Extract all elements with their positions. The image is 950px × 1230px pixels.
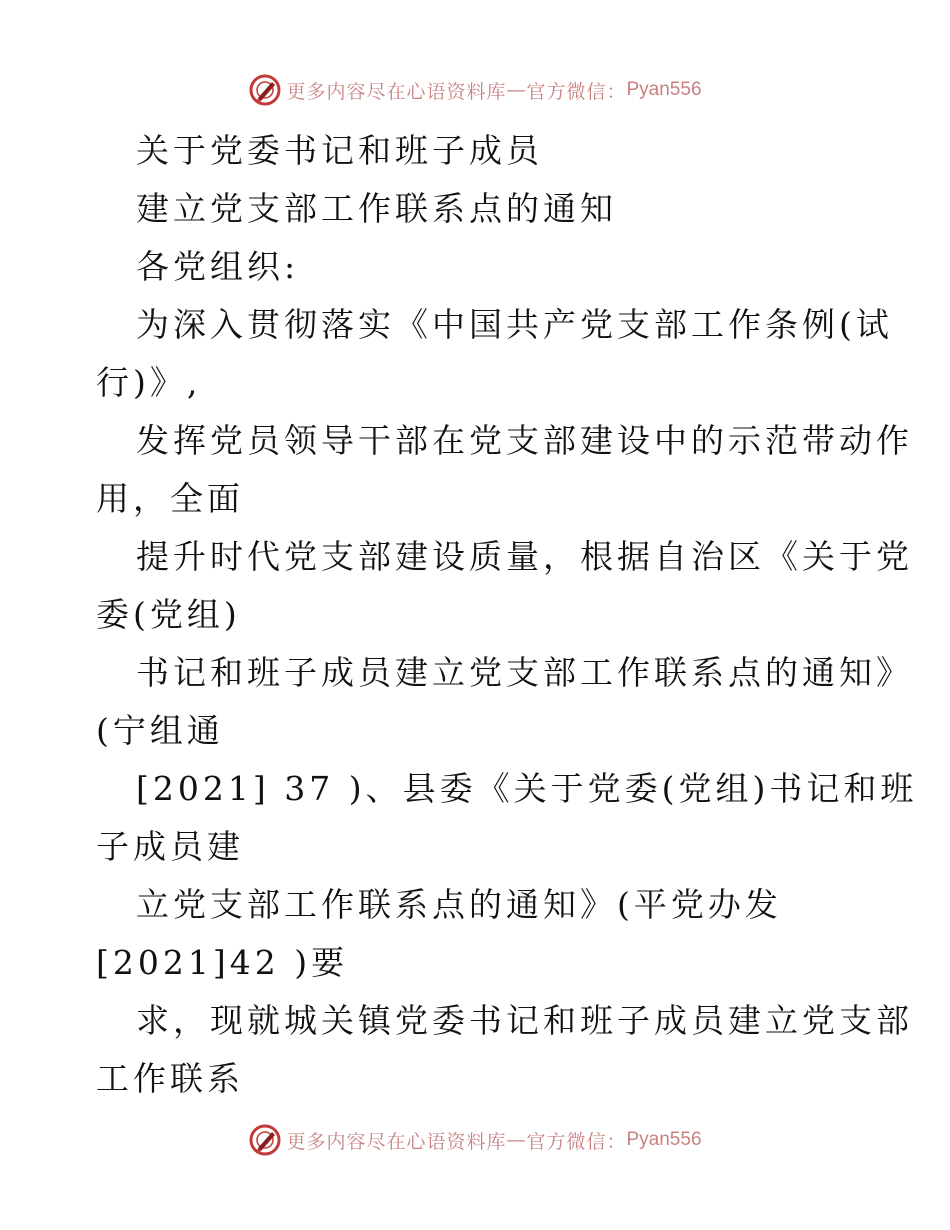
doc-line: 书记和班子成员建立党支部工作联系点的通知》 (136, 653, 913, 692)
doc-line: 求，现就城关镇党委书记和班子成员建立党支部 (136, 1001, 913, 1040)
doc-line: 工作联系 (96, 1059, 244, 1098)
doc-line: 建立党支部工作联系点的通知 (136, 189, 617, 228)
doc-line: 各党组织: (136, 247, 300, 286)
doc-line: 立党支部工作联系点的通知》(平党办发 (136, 885, 782, 924)
doc-line: 子成员建 (96, 827, 244, 866)
doc-line: [2021]42 )要 (96, 943, 349, 982)
pen-logo-icon (248, 1123, 282, 1157)
doc-line: 用，全面 (96, 479, 244, 518)
watermark-site-text: 更多内容尽在心语资料库 (286, 1130, 507, 1153)
doc-line: (宁组通 (96, 711, 224, 750)
pen-logo-icon (248, 73, 282, 107)
doc-line: 为深入贯彻落实《中国共产党支部工作条例(试 (136, 305, 893, 344)
doc-line: 发挥党员领导干部在党支部建设中的示范带动作 (136, 421, 913, 460)
watermark-banner-bottom (0, 1118, 950, 1162)
watermark-site-text: 更多内容尽在心语资料库 (286, 80, 507, 103)
watermark-dash: — (506, 79, 527, 101)
watermark-wechat-id: Pyan556 (626, 1129, 702, 1150)
watermark-wechat-label: 官方微信： (526, 80, 627, 103)
watermark-banner-top (0, 68, 950, 112)
doc-line: 关于党委书记和班子成员 (136, 131, 543, 170)
watermark-wechat-label: 官方微信： (526, 1130, 627, 1153)
doc-line: 委(党组) (96, 595, 241, 634)
doc-line: 提升时代党支部建设质量，根据自治区《关于党 (136, 537, 913, 576)
doc-line: 行)》, (96, 363, 202, 402)
doc-line: [2021] 37 )、县委《关于党委(党组)书记和班 (136, 769, 918, 808)
document-body (96, 122, 918, 1108)
watermark-dash: — (506, 1129, 527, 1151)
watermark-wechat-id: Pyan556 (626, 79, 702, 100)
